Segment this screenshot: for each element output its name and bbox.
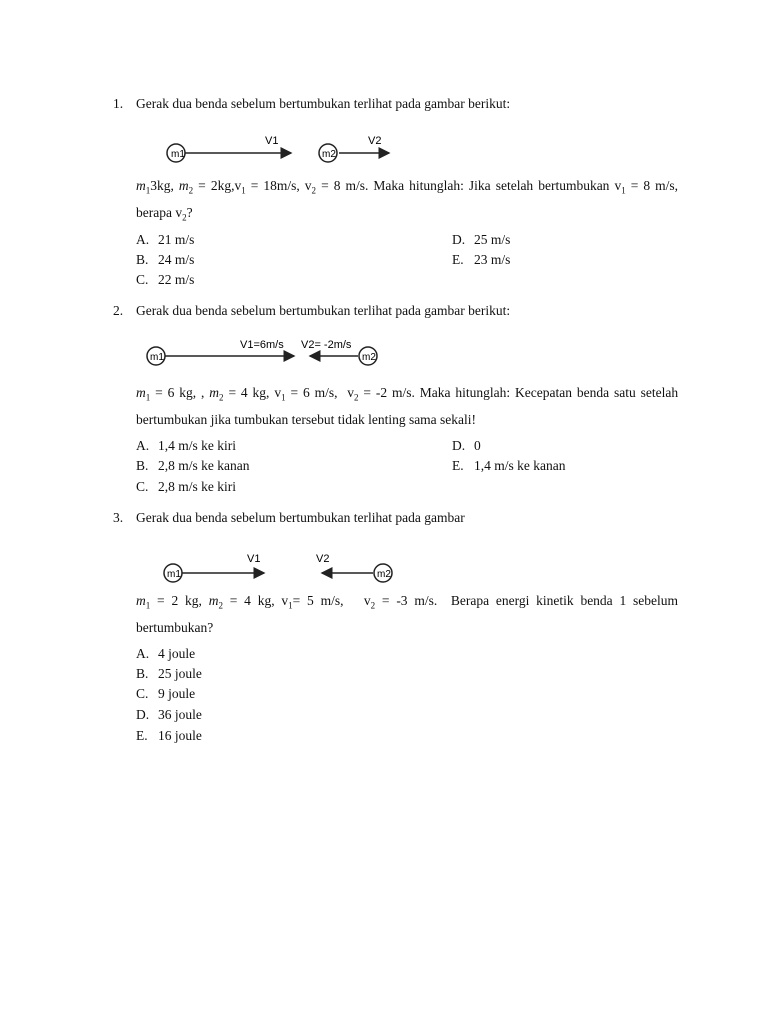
m1-value: 3kg [150,178,171,193]
option-text: 36 joule [158,707,202,722]
question-text: Maka hitunglah: Kecepatan benda satu setelah bertumbukan jika tumbukan tersebut tidak lenting sama sekali! [136,385,679,427]
option-letter: B. [136,666,149,681]
option-text: 25 joule [158,666,202,681]
option-d[interactable] [136,705,202,725]
m1-value: = 6 kg, , [155,385,205,400]
option-letter: C. [136,686,149,701]
option-letter: A. [136,646,150,661]
velocity-2-label: V2= -2m/s [301,339,352,351]
option-letter: B. [136,458,149,473]
m1-value: = 2 kg, [157,593,202,608]
option-text: 4 joule [158,646,196,661]
collision-figure-1 [136,130,396,170]
option-e[interactable] [452,456,565,476]
velocity-1-label: V1 [265,135,279,147]
velocity-1-label: V1 [247,553,261,565]
option-b[interactable] [136,250,194,270]
option-c[interactable] [136,270,194,290]
option-a[interactable] [136,644,195,664]
option-text: 1,4 m/s ke kanan [474,458,566,473]
option-a[interactable] [136,436,236,456]
option-text: 16 joule [158,728,202,743]
option-letter: E. [136,728,148,743]
option-text: 2,8 m/s ke kiri [158,479,236,494]
option-d[interactable] [452,230,510,250]
question-stem: Gerak dua benda sebelum bertumbukan terlihat pada gambar berikut: [136,303,511,318]
option-b[interactable] [136,664,202,684]
mass-2-label: m2 [362,352,376,363]
question-text-cont: = 8 m/s, berapa [136,178,679,220]
question-end: ? [186,204,193,220]
collision-figure-3 [136,550,396,586]
option-e[interactable] [136,726,202,746]
given-values: $m_1 = 6$ kg, , $m_2 = 4$ kg, $v_1 = 6$ m/s, $v_2 = -2$ m/s. Maka hitunglah: Kecepatan benda satu setelah bertumbukan jika tumbukan tersebut tidak lenting sama sekali! [136,385,679,427]
option-text: 2,8 m/s ke kanan [158,458,250,473]
mass-1-label: m1 [150,352,164,363]
option-a[interactable] [136,230,194,250]
option-letter: B. [136,252,149,267]
v1-value: 18m/s, [263,178,300,193]
option-letter: D. [452,438,466,453]
question-number: 2. [113,303,124,318]
option-letter: D. [452,232,466,247]
option-letter: E. [452,458,464,473]
m2-value: = 4 kg, [229,593,275,608]
m2-value: 2kg, [210,178,235,193]
v1-value: = 6 m/s, [290,385,338,400]
question-number: 3. [113,510,124,525]
option-letter: A. [136,232,150,247]
mass-2-label: m2 [322,149,336,160]
option-text: 9 joule [158,686,196,701]
option-text: 24 m/s [158,252,195,267]
option-text: 25 m/s [474,232,511,247]
question-text: Maka hitunglah: Jika setelah bertumbukan [373,178,615,193]
velocity-2-label: V2 [316,553,330,565]
m2-value: = 4 kg, [228,385,270,400]
option-c[interactable] [136,684,195,704]
question-stem: Gerak dua benda sebelum bertumbukan terlihat pada gambar [136,510,465,525]
v2-value: 8 m/s. [333,178,369,193]
option-e[interactable] [452,250,510,270]
option-b[interactable] [136,456,249,476]
option-letter: C. [136,479,149,494]
collision-figure-2 [136,331,396,373]
option-c[interactable] [136,477,236,497]
option-text: 23 m/s [474,252,511,267]
question-stem: Gerak dua benda sebelum bertumbukan terlihat pada gambar berikut: [136,96,511,111]
given-values: $m_1 = 2$ kg, $m_2 = 4$ kg, $v_1= 5$ m/s, $v_2 = -3$ m/s. Berapa energi kinetik benda 1 sebelum bertumbukan? [136,593,679,635]
v2-value: = -3 m/s. [381,593,438,608]
question-number: 1. [113,96,124,111]
option-text: 1,4 m/s ke kiri [158,438,236,453]
option-letter: E. [452,252,464,267]
velocity-2-label: V2 [368,135,382,147]
given-values: $m_13kg$, $m_2 = 2kg,v_1 = 18m/s$, $v_2 = 8$ m/s. Maka hitunglah: Jika setelah bertumbukan $v_1 = 8$ m/s, berapa $v_2$? [136,178,679,223]
v2-value: = -2 m/s. [363,385,415,400]
question-text: Berapa energi kinetik benda 1 sebelum bertumbukan? [136,593,679,635]
velocity-1-label: V1=6m/s [240,339,284,351]
option-letter: D. [136,707,150,722]
v1-value: = 5 m/s, [292,593,344,608]
mass-2-label: m2 [377,569,391,580]
option-text: 0 [474,438,481,453]
mass-1-label: m1 [171,149,185,160]
option-d[interactable] [452,436,481,456]
option-letter: C. [136,272,149,287]
option-text: 22 m/s [158,272,195,287]
option-letter: A. [136,438,150,453]
mass-1-label: m1 [167,569,181,580]
option-text: 21 m/s [158,232,195,247]
